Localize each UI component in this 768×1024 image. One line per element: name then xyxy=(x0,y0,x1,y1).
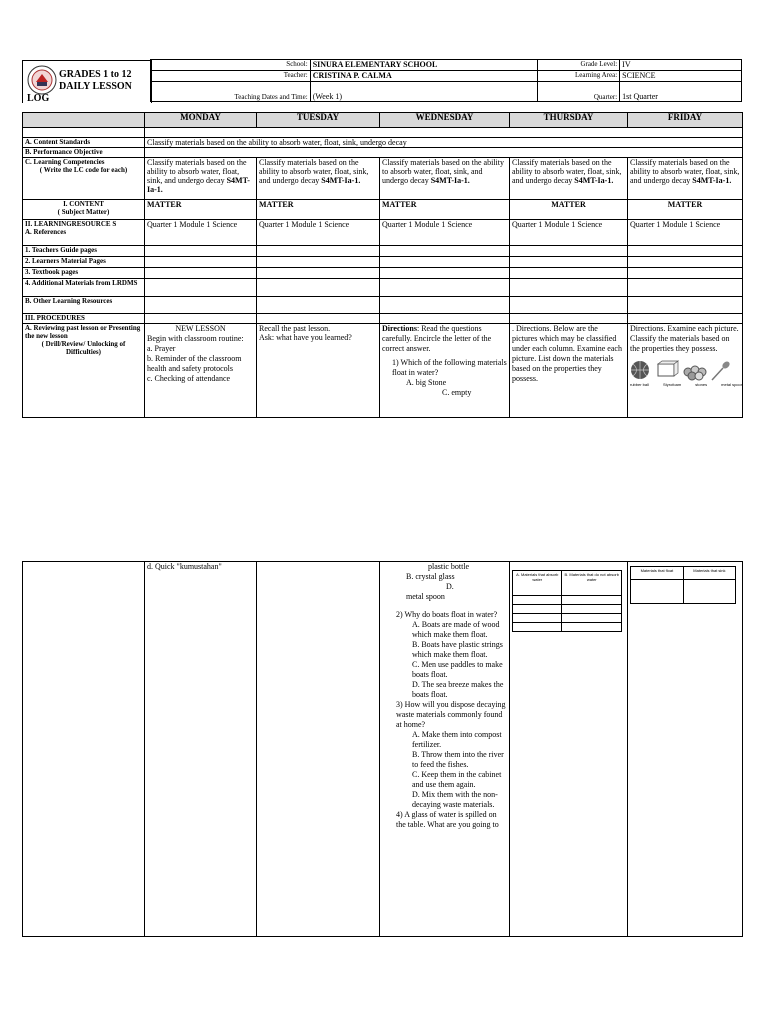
header-info-table xyxy=(150,59,742,102)
deped-seal-icon xyxy=(27,65,57,95)
wednesday-q3a: A. Make them into compost fertilizer. xyxy=(412,730,502,749)
area-value: SCIENCE xyxy=(620,71,742,82)
wednesday-q3: 3) How will you dispose decaying waste materials commonly found at home? xyxy=(396,700,506,729)
wednesday-q4: 4) A glass of water is spilled on the table. What are you going to xyxy=(396,810,499,829)
wednesday-q3d: D. Mix them with the non-decaying waste materials. xyxy=(412,790,498,809)
wednesday-q1b: B. crystal glass xyxy=(406,572,455,581)
wednesday-q2a: A. Boats are made of wood which make them float. xyxy=(412,620,500,639)
resources-thursday: Quarter 1 Module 1 Science xyxy=(510,220,628,246)
lesson-table-continued xyxy=(22,561,743,937)
resources-friday: Quarter 1 Module 1 Science xyxy=(628,220,743,246)
matter-thursday: MATTER xyxy=(510,200,628,220)
wednesday-procedure xyxy=(380,324,510,418)
monday-item-b: b. Reminder of the classroom health and safety protocols xyxy=(147,354,242,373)
tuesday-line1: Recall the past lesson. xyxy=(259,324,331,333)
wednesday-q3c: C. Keep them in the cabinet and use them again. xyxy=(412,770,502,789)
content-standards-value: Classify materials based on the ability to absorb water, float, sink, undergo decay xyxy=(145,138,743,148)
monday-item-a: a. Prayer xyxy=(147,344,176,353)
monday-item-c: c. Checking of attendance xyxy=(147,374,231,383)
review-label: A. Reviewing past lesson or Presenting the new lesson ( Drill/Review/ Unlocking of Difficulties) xyxy=(23,324,145,418)
wednesday-q2d: D. The sea breeze makes the boats float. xyxy=(412,680,504,699)
grade-label: Grade Level: xyxy=(538,60,620,71)
competencies-subtitle: ( Write the LC code for each) xyxy=(39,166,128,174)
area-label: Learning Area: xyxy=(538,71,620,82)
day-header-row xyxy=(23,113,743,128)
lm-label: 2. Learners Material Pages xyxy=(23,257,145,268)
teacher-label: Teacher: xyxy=(151,71,311,82)
logo-block xyxy=(22,60,152,103)
friday-pictures xyxy=(630,360,743,390)
day-thursday: THURSDAY xyxy=(510,113,628,128)
label-cell-continued xyxy=(23,562,145,937)
blank-header-cell xyxy=(23,113,145,128)
pic-label-styrofoam: Styrofoam xyxy=(662,382,682,387)
competency-monday: Classify materials based on the ability to absorb water, float, sink, and undergo decay S4MT-Ia-1. xyxy=(145,158,257,200)
logo-title-line1: GRADES 1 to 12 xyxy=(59,69,132,80)
resources-wednesday: Quarter 1 Module 1 Science xyxy=(380,220,510,246)
competency-wednesday: Classify materials based on the ability to absorb water, float, sink, and undergo decay S4MT-Ia-1. xyxy=(380,158,510,200)
resources-monday: Quarter 1 Module 1 Science xyxy=(145,220,257,246)
wednesday-continued xyxy=(380,562,510,937)
wednesday-q2b: B. Boats have plastic strings which make them float. xyxy=(412,640,503,659)
monday-item-d: d. Quick "kumustahan" xyxy=(147,562,222,571)
pic-label-stones: stones xyxy=(695,382,708,387)
monday-procedure xyxy=(145,324,257,418)
dates-value: (Week 1) xyxy=(310,82,538,102)
olr-label: B. Other Learning Resources xyxy=(23,297,145,314)
wednesday-q1c: C. empty xyxy=(442,388,472,397)
performance-value xyxy=(145,148,743,158)
day-friday: FRIDAY xyxy=(628,113,743,128)
competency-thursday: Classify materials based on the ability to absorb water, float, sink, and undergo decay S4MT-Ia-1. xyxy=(510,158,628,200)
competency-tuesday: Classify materials based on the ability to absorb water, float, sink, and undergo decay S4MT-Ia-1. xyxy=(257,158,380,200)
tuesday-procedure xyxy=(257,324,380,418)
monday-new-lesson: NEW LESSON xyxy=(175,324,226,333)
friday-col-sink: Materials that sink xyxy=(683,567,735,580)
matter-tuesday: MATTER xyxy=(257,200,380,220)
wednesday-directions: Directions: Read the questions carefully. Encircle the letter of the correct answer. xyxy=(382,324,492,353)
wednesday-q1d-cont: metal spoon xyxy=(406,592,445,601)
dates-label: Teaching Dates and Time: xyxy=(151,82,311,102)
friday-continued xyxy=(628,562,743,937)
procedures-label: III. PROCEDURES xyxy=(23,314,145,324)
thursday-col-not-absorb: B. Materials that do not absorb water xyxy=(562,571,622,596)
teacher-value: CRISTINA P. CALMA xyxy=(310,71,538,82)
tuesday-continued xyxy=(257,562,380,937)
day-tuesday: TUESDAY xyxy=(257,113,380,128)
tg-label: 1. Teachers Guide pages xyxy=(23,246,145,257)
competencies-label xyxy=(23,158,145,200)
friday-directions: Directions. Examine each picture. Classify the materials based on the properties they possess. xyxy=(630,324,739,353)
monday-intro: Begin with classroom routine: xyxy=(147,334,244,343)
friday-classify-table xyxy=(630,566,736,604)
friday-col-float: Materials that float xyxy=(631,567,684,580)
wednesday-q2c: C. Men use paddles to make boats float. xyxy=(412,660,503,679)
wednesday-q3b: B. Throw them into the river to feed the fishes. xyxy=(412,750,504,769)
thursday-col-absorb: A. Materials that absorb water xyxy=(513,571,562,596)
resources-label: II. LEARNINGRESOURCE S A. References xyxy=(23,220,145,246)
monday-continued xyxy=(145,562,257,937)
material-pictures-icon xyxy=(630,360,743,382)
matter-monday: MATTER xyxy=(145,200,257,220)
quarter-value: 1st Quarter xyxy=(620,82,742,102)
grade-value: IV xyxy=(620,60,742,71)
thursday-continued xyxy=(510,562,628,937)
quarter-label: Quarter: xyxy=(538,82,620,102)
matter-friday: MATTER xyxy=(628,200,743,220)
wednesday-q1a: A. big Stone xyxy=(406,378,447,387)
thursday-classify-table xyxy=(512,570,622,632)
tb-label: 3. Textbook pages xyxy=(23,268,145,279)
pic-label-rubber-ball: rubber ball xyxy=(630,382,649,387)
logo-title-line2: DAILY LESSON xyxy=(59,81,132,92)
resources-tuesday: Quarter 1 Module 1 Science xyxy=(257,220,380,246)
wednesday-q2: 2) Why do boats float in water? xyxy=(396,610,498,619)
lesson-table xyxy=(22,112,743,418)
school-label: School: xyxy=(151,60,311,71)
content-label: I. CONTENT ( Subject Matter) xyxy=(23,200,145,220)
logo-title-line3: LOG xyxy=(27,93,50,104)
competency-friday: Classify materials based on the ability to absorb water, float, sink, and undergo decay S4MT-Ia-1. xyxy=(628,158,743,200)
competencies-title: C. Learning Competencies xyxy=(25,158,105,166)
performance-label: B. Performance Objective xyxy=(23,148,145,158)
school-value: SINURA ELEMENTARY SCHOOL xyxy=(310,60,538,71)
wednesday-q1: 1) Which of the following materials float in water? xyxy=(392,358,507,377)
content-standards-label: A. Content Standards xyxy=(23,138,145,148)
am-label: 4. Additional Materials from LRDMS xyxy=(23,279,145,297)
friday-procedure xyxy=(628,324,743,418)
day-monday: MONDAY xyxy=(145,113,257,128)
tuesday-line2: Ask: what have you learned? xyxy=(259,333,352,342)
wednesday-q1d: D. xyxy=(446,582,454,591)
wednesday-q1c-cont: plastic bottle xyxy=(428,562,470,571)
day-wednesday: WEDNESDAY xyxy=(380,113,510,128)
thursday-procedure: . Directions. Below are the pictures which may be classified under each column. Examine each picture. List down the materials based on the properties they possess. xyxy=(510,324,628,418)
pic-label-metal-spoon: metal spoon xyxy=(721,382,743,387)
matter-wednesday: MATTER xyxy=(380,200,510,220)
